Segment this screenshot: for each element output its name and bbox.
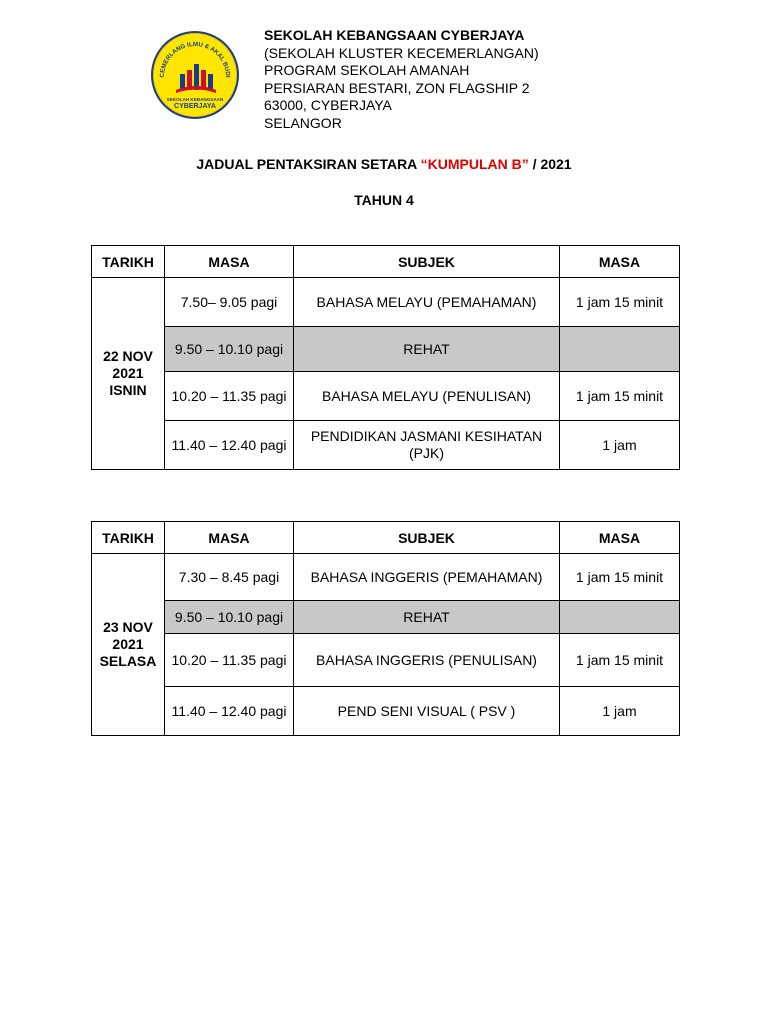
- table-row: [92, 687, 680, 736]
- column-header-masa-duration: MASA: [560, 522, 680, 554]
- schedule-table-day-2: [91, 521, 680, 736]
- logo-motto: CEMERLANG ILMU & AKAL BUDI: [158, 40, 232, 78]
- column-header-masa-time: MASA: [165, 522, 294, 554]
- time-cell: 9.50 – 10.10 pagi: [165, 327, 294, 372]
- date-day-month: 22 NOV: [103, 348, 153, 364]
- table-row: [92, 554, 680, 601]
- column-header-masa-time: MASA: [165, 246, 294, 278]
- subject-cell: PEND SENI VISUAL ( PSV ): [294, 687, 560, 736]
- title-highlight: “KUMPULAN B”: [420, 156, 529, 172]
- date-weekday: ISNIN: [109, 382, 147, 398]
- logo-school-name: CYBERJAYA: [174, 103, 216, 110]
- subject-cell: BAHASA INGGERIS (PEMAHAMAN): [294, 554, 560, 601]
- school-postcode: 63000, CYBERJAYA: [264, 97, 392, 113]
- subject-cell: REHAT: [294, 327, 560, 372]
- subject-line: (PJK): [409, 445, 444, 461]
- title-prefix: JADUAL PENTAKSIRAN SETARA: [196, 156, 421, 172]
- schedule-table-day-1: [91, 245, 680, 470]
- school-street: PERSIARAN BESTARI, ZON FLAGSHIP 2: [264, 79, 530, 96]
- duration-cell: 1 jam 15 minit: [560, 554, 680, 601]
- school-program: PROGRAM SEKOLAH AMANAH: [264, 62, 470, 78]
- time-cell: 10.20 – 11.35 pagi: [165, 634, 294, 687]
- time-cell: 10.20 – 11.35 pagi: [165, 372, 294, 421]
- time-cell: 11.40 – 12.40 pagi: [165, 687, 294, 736]
- date-year: 2021: [112, 636, 144, 652]
- time-cell: 11.40 – 12.40 pagi: [165, 421, 294, 470]
- date-cell: [92, 554, 165, 736]
- table-header-row: [92, 522, 680, 554]
- year-label: TAHUN 4: [354, 192, 414, 208]
- subject-cell: REHAT: [294, 601, 560, 634]
- date-cell: [92, 278, 165, 470]
- time-cell: 7.30 – 8.45 pagi: [165, 554, 294, 601]
- duration-cell: 1 jam: [560, 687, 680, 736]
- table-row: [92, 421, 680, 470]
- column-header-subjek: SUBJEK: [294, 246, 560, 278]
- table-row-rehat: [92, 601, 680, 634]
- date-day-month: 23 NOV: [103, 619, 153, 635]
- school-logo: [150, 30, 240, 120]
- subject-cell: BAHASA MELAYU (PENULISAN): [294, 372, 560, 421]
- column-header-tarikh: TARIKH: [92, 246, 165, 278]
- time-cell: 9.50 – 10.10 pagi: [165, 601, 294, 634]
- time-cell: 7.50– 9.05 pagi: [165, 278, 294, 327]
- duration-cell: 1 jam 15 minit: [560, 278, 680, 327]
- duration-cell: 1 jam 15 minit: [560, 634, 680, 687]
- table-row: [92, 634, 680, 687]
- duration-cell: 1 jam: [560, 421, 680, 470]
- subject-line: PENDIDIKAN JASMANI KESIHATAN: [310, 428, 543, 444]
- school-cluster: (SEKOLAH KLUSTER KECEMERLANGAN): [264, 44, 539, 61]
- date-weekday: SELASA: [99, 653, 157, 669]
- duration-cell: [560, 327, 680, 372]
- subject-cell: [294, 421, 560, 470]
- table-header-row: [92, 246, 680, 278]
- document-title: [0, 156, 768, 172]
- table-row: [92, 278, 680, 327]
- table-row-rehat: [92, 327, 680, 372]
- duration-cell: [560, 601, 680, 634]
- school-name: SEKOLAH KEBANGSAAN CYBERJAYA: [264, 27, 525, 43]
- title-suffix: / 2021: [528, 156, 572, 172]
- logo-school-type: SEKOLAH KEBANGSAAN: [166, 97, 224, 102]
- date-year: 2021: [112, 365, 144, 381]
- school-state: SELANGOR: [264, 114, 342, 131]
- column-header-masa-duration: MASA: [560, 246, 680, 278]
- duration-cell: 1 jam 15 minit: [560, 372, 680, 421]
- table-row: [92, 372, 680, 421]
- subject-cell: BAHASA MELAYU (PEMAHAMAN): [294, 278, 560, 327]
- column-header-subjek: SUBJEK: [294, 522, 560, 554]
- subject-cell: BAHASA INGGERIS (PENULISAN): [294, 634, 560, 687]
- column-header-tarikh: TARIKH: [92, 522, 165, 554]
- school-header: [264, 27, 539, 132]
